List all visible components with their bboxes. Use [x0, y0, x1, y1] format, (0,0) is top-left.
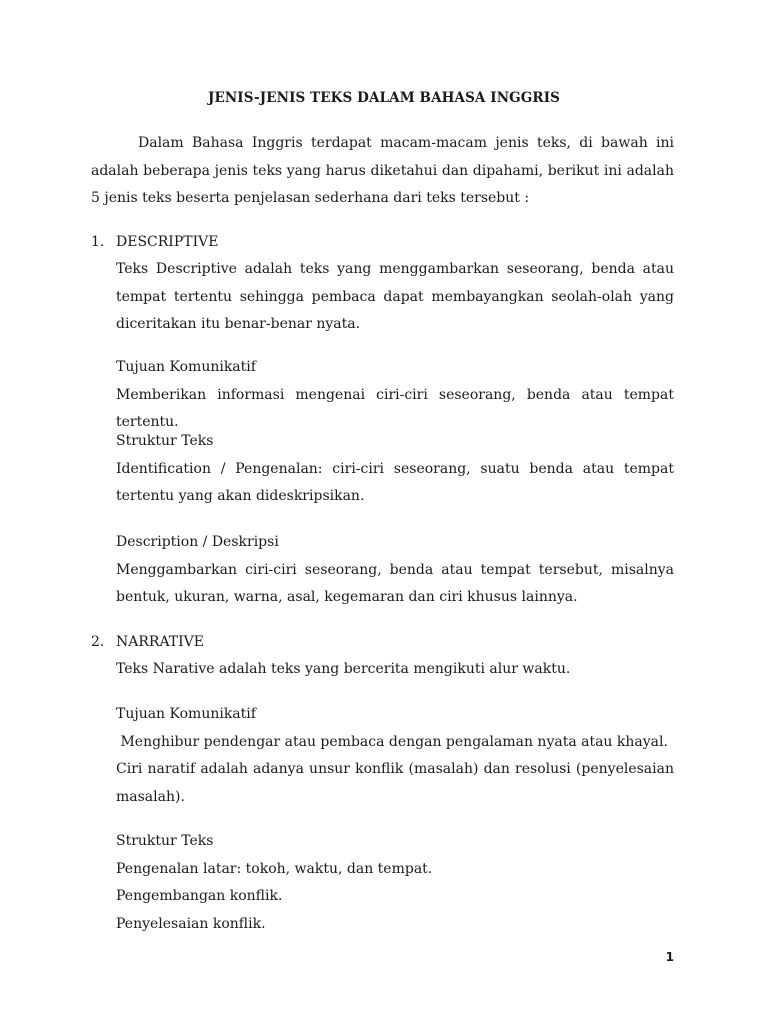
intro-text: Dalam Bahasa Inggris terdapat macam-macam jenis teks, di bawah ini adalah beberapa jenis teks yang harus diketahui dan dipahami, berikut ini adalah 5 jenis teks beserta penjelasan sederhana dari teks tersebut : [91, 135, 674, 206]
descriptive-definition [116, 256, 674, 339]
section-title: NARRATIVE [116, 634, 204, 650]
narrative-definition [116, 656, 674, 684]
description-text: Menggambarkan ciri-ciri seseorang, benda atau tempat tersebut, misalnya bentuk, ukuran, warna, asal, kegemaran dan ciri khusus lainnya. [116, 561, 674, 605]
definition-text: Teks Narative adalah teks yang bercerita mengikuti alur waktu. [116, 661, 571, 677]
definition-text: Teks Descriptive adalah teks yang menggambarkan seseorang, benda atau tempat tertentu sehingga pembaca dapat membayangkan seolah-olah yang diceritakan itu benar-benar nyata. [116, 261, 674, 332]
page-number: 1 [665, 950, 674, 964]
structure-item: Pengenalan latar: tokoh, waktu, dan tempat. [116, 860, 433, 877]
description-heading: Description / Deskripsi [116, 534, 279, 550]
purpose-heading: Tujuan Komunikatif [116, 359, 256, 375]
descriptive-description [116, 529, 674, 612]
purpose-text: Menghibur pendengar atau pembaca dengan pengalaman nyata atau khayal. [116, 733, 668, 750]
section-number: 2. [91, 634, 105, 650]
purpose-text: Memberikan informasi mengenai ciri-ciri seseorang, benda atau tempat tertentu. [116, 386, 674, 430]
descriptive-structure [116, 428, 674, 511]
section-number: 1. [91, 234, 105, 250]
feature-text: Ciri naratif adalah adanya unsur konflik (masalah) dan resolusi (penyelesaian masalah). [116, 761, 674, 805]
descriptive-purpose [116, 354, 674, 437]
structure-heading: Struktur Teks [116, 433, 214, 449]
structure-heading: Struktur Teks [116, 833, 214, 849]
document-title: JENIS-JENIS TEKS DALAM BAHASA INGGRIS [207, 90, 560, 106]
identification-text: Identification / Pengenalan: ciri-ciri seseorang, suatu benda atau tempat tertentu yang akan dideskripsikan. [116, 460, 674, 504]
structure-item: Penyelesaian konflik. [116, 915, 266, 932]
purpose-heading: Tujuan Komunikatif [116, 706, 256, 722]
structure-item: Pengembangan konflik. [116, 888, 283, 904]
section-narrative-heading [91, 632, 204, 652]
section-descriptive-heading [91, 232, 218, 252]
narrative-structure [116, 828, 674, 938]
section-title: DESCRIPTIVE [116, 234, 219, 250]
intro-paragraph [91, 130, 674, 213]
narrative-purpose [116, 701, 674, 811]
